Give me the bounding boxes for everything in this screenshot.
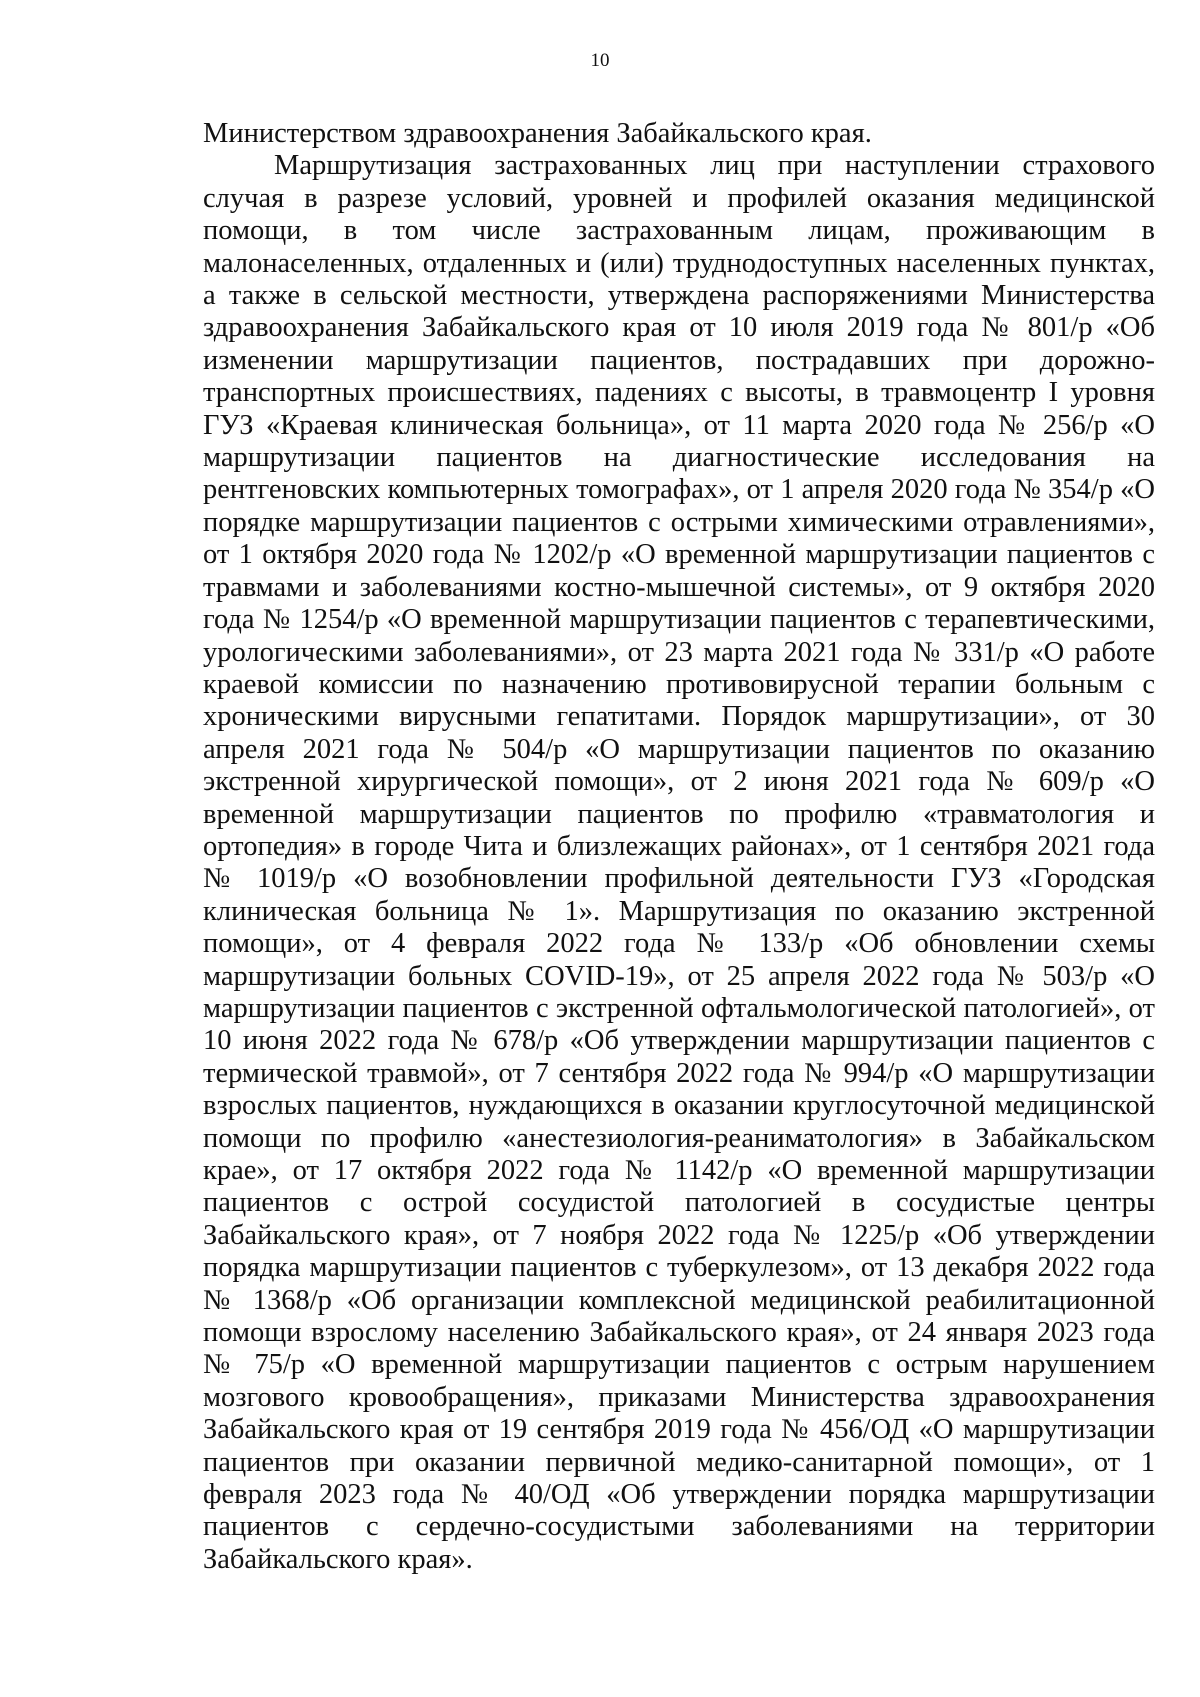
routing-paragraph: Маршрутизация застрахованных лиц при наступлении страхового случая в разрезе условий, уровней и профилей оказания медицинской помощи, в том числе застрахованным лицам, проживающим в малонаселенных, отдаленных и (или) труднодоступных населенных пунктах, а также в сельской местности, утверждена распоряжениями Министерства здравоохранения Забайкальского края от 10 июля 2019 года № 801/р «Об изменении маршрутизации пациентов, пострадавших при дорожно-транспортных происшествиях, падениях с высоты, в травмоцентр I уровня ГУЗ «Краевая клиническая больница», от 11 марта 2020 года № 256/р «О маршрутизации пациентов на диагностические исследования на рентгеновских компьютерных томографах», от 1 апреля 2020 года № 354/р «О порядке маршрутизации пациентов с острыми химическими отравлениями», от 1 октября 2020 года № 1202/р «О временной маршрутизации пациентов с травмами и заболеваниями костно-мышечной системы», от 9 октября 2020 года № 1254/р «О временной маршрутизации пациентов с терапевтическими, урологическими заболеваниями», от 23 марта 2021 года № 331/р «О работе краевой комиссии по назначению противовирусной терапии больным с хроническими вирусными гепатитами. Порядок маршрутизации», от 30 апреля 2021 года № 504/р «О маршрутизации пациентов по оказанию экстренной хирургической помощи», от 2 июня 2021 года № 609/р «О временной маршрутизации пациентов по профилю «травматология и ортопедия» в городе Чита и близлежащих районах», от 1 сентября 2021 года № 1019/р «О возобновлении профильной деятельности ГУЗ «Городская клиническая больница № 1». Маршрутизация по оказанию экстренной помощи», от 4 февраля 2022 года № 133/р «Об обновлении схемы маршрутизации больных COVID-19», от 25 апреля 2022 года № 503/р «О маршрутизации пациентов с экстренной офтальмологической патологией», от 10 июня 2022 года № 678/р «Об утверждении маршрутизации пациентов с термической травмой», от 7 сентября 2022 года № 994/р «О маршрутизации взрослых пациентов, нуждающихся в оказании круглосуточной медицинской помощи по профилю «анестезиология-реаниматология» в Забайкальском крае», от 17 октября 2022 года № 1142/р «О временной маршрутизации пациентов с острой сосудистой патологией в сосудистые центры Забайкальского края», от 7 ноября 2022 года № 1225/р «Об утверждении порядка маршрутизации пациентов с туберкулезом», от 13 декабря 2022 года № 1368/р «Об организации комплексной медицинской реабилитационной помощи взрослому населению Забайкальского края», от 24 января 2023 года № 75/р «О временной маршрутизации пациентов с острым нарушением мозгового кровообращения», приказами Министерства здравоохранения Забайкальского края от 19 сентября 2019 года № 456/ОД «О маршрутизации пациентов при оказании первичной медико-санитарной помощи», от 1 февраля 2023 года № 40/ОД «Об утверждении порядка маршрутизации пациентов с сердечно-сосудистыми заболеваниями на территории Забайкальского края». (203, 150, 1155, 1575)
continuation-line: Министерством здравоохранения Забайкальского края. (203, 118, 872, 149)
document-body (203, 118, 1155, 1576)
page-number: 10 (590, 50, 610, 71)
